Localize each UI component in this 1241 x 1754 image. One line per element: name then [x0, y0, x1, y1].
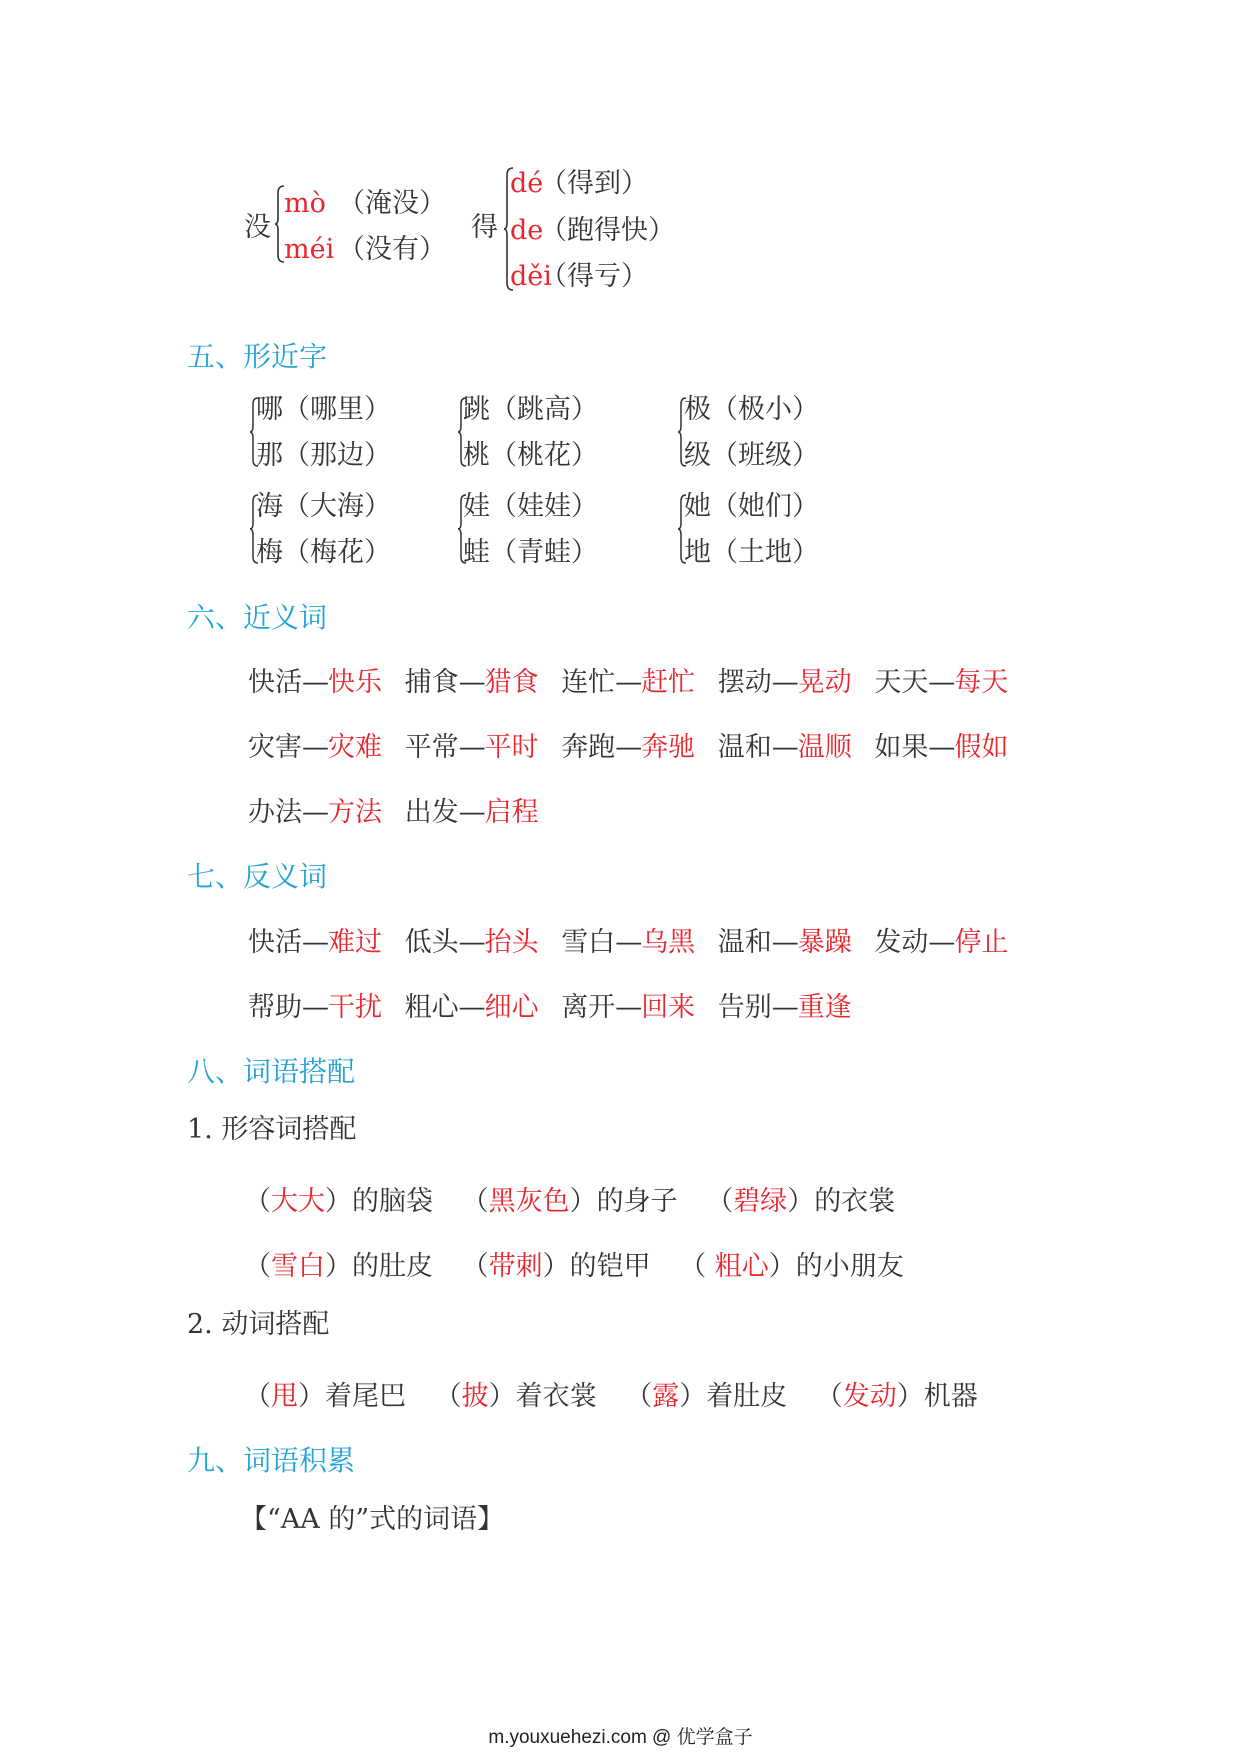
similar-char-item: 梅（梅花） — [256, 537, 391, 568]
antonym-pair: 粗心—细心 — [404, 992, 539, 1023]
antonym-row — [248, 985, 866, 1024]
word-deikui: （得亏） — [540, 261, 648, 292]
collocation-item: （发动）机器 — [815, 1381, 978, 1412]
synonym-row — [248, 790, 553, 829]
section-heading-synonyms: 六、近义词 — [187, 601, 328, 634]
word-meiyou: （没有） — [338, 234, 446, 265]
similar-char-item: 地（土地） — [684, 537, 819, 568]
synonym-row — [248, 660, 1022, 699]
collocation-item: （雪白）的肚皮 — [244, 1251, 433, 1282]
antonym-pair: 离开—回来 — [561, 992, 696, 1023]
synonym-pair: 出发—启程 — [404, 797, 539, 828]
synonym-pair: 办法—方法 — [248, 797, 382, 828]
collocation-item: （碧绿）的衣裳 — [706, 1186, 896, 1217]
antonym-pair: 低头—抬头 — [404, 927, 539, 958]
synonym-pair: 天天—每天 — [874, 667, 1009, 698]
similar-char-item: 那（那边） — [256, 440, 391, 471]
accumulation-topic: 【“AA 的”式的词语】 — [240, 1504, 505, 1535]
similar-char-item: 级（班级） — [684, 440, 819, 471]
subheading-verb: 2. 动词搭配 — [187, 1309, 330, 1340]
collocation-item: （黑灰色）的身子 — [461, 1186, 678, 1217]
similar-char-item: 极（极小） — [684, 394, 819, 425]
synonym-row — [248, 725, 1022, 764]
antonym-pair: 帮助—干扰 — [248, 992, 382, 1023]
section-heading-accumulation: 九、词语积累 — [187, 1444, 356, 1477]
antonym-pair: 告别—重逢 — [717, 992, 852, 1023]
synonym-pair: 奔跑—奔驰 — [561, 732, 696, 763]
synonym-pair: 如果—假如 — [874, 732, 1009, 763]
collocation-item: （带刺）的铠甲 — [461, 1251, 651, 1282]
synonym-pair: 灾害—灾难 — [248, 732, 382, 763]
polyphone-char-mei: 没 — [244, 212, 271, 243]
collocation-item: （大大）的脑袋 — [244, 1186, 433, 1217]
similar-char-item: 海（大海） — [256, 491, 391, 522]
similar-char-item: 桃（桃花） — [463, 440, 598, 471]
synonym-pair: 快活—快乐 — [248, 667, 382, 698]
similar-char-item: 娃（娃娃） — [463, 491, 598, 522]
similar-char-item: 哪（哪里） — [256, 394, 391, 425]
antonym-pair: 快活—难过 — [248, 927, 382, 958]
footer-watermark: m.youxuehezi.com @ 优学盒子 — [488, 1727, 753, 1748]
antonym-row — [248, 920, 1022, 959]
word-paodekuai: （跑得快） — [540, 215, 675, 246]
synonym-pair: 连忙—赶忙 — [561, 667, 696, 698]
pinyin-dei: děi — [510, 261, 552, 292]
polyphone-char-de: 得 — [471, 212, 498, 243]
pinyin-mo: mò — [284, 188, 326, 219]
section-heading-antonyms: 七、反义词 — [187, 860, 328, 893]
collocation-row — [244, 1374, 998, 1413]
collocation-item: （ 粗心）的小朋友 — [679, 1251, 904, 1282]
subheading-adjective: 1. 形容词搭配 — [187, 1114, 357, 1145]
synonym-pair: 平常—平时 — [404, 732, 539, 763]
collocation-row — [244, 1179, 915, 1218]
antonym-pair: 雪白—乌黑 — [561, 927, 696, 958]
synonym-pair: 温和—温顺 — [717, 732, 852, 763]
antonym-pair: 温和—暴躁 — [717, 927, 852, 958]
collocation-item: （露）着肚皮 — [625, 1381, 788, 1412]
similar-char-item: 蛙（青蛙） — [463, 537, 598, 568]
pinyin-de2: dé — [510, 168, 544, 199]
section-heading-similar-chars: 五、形近字 — [187, 340, 328, 373]
section-heading-collocation: 八、词语搭配 — [187, 1055, 356, 1088]
collocation-row — [244, 1244, 924, 1283]
pinyin-mei: méi — [284, 234, 335, 265]
collocation-item: （披）着衣裳 — [434, 1381, 597, 1412]
similar-char-item: 她（她们） — [684, 491, 819, 522]
word-dedao: （得到） — [540, 168, 648, 199]
word-yanmo: （淹没） — [338, 188, 446, 219]
pinyin-de: de — [510, 215, 544, 246]
collocation-item: （甩）着尾巴 — [244, 1381, 406, 1412]
synonym-pair: 捕食—猎食 — [404, 667, 539, 698]
antonym-pair: 发动—停止 — [874, 927, 1009, 958]
similar-char-item: 跳（跳高） — [463, 394, 598, 425]
synonym-pair: 摆动—晃动 — [717, 667, 852, 698]
